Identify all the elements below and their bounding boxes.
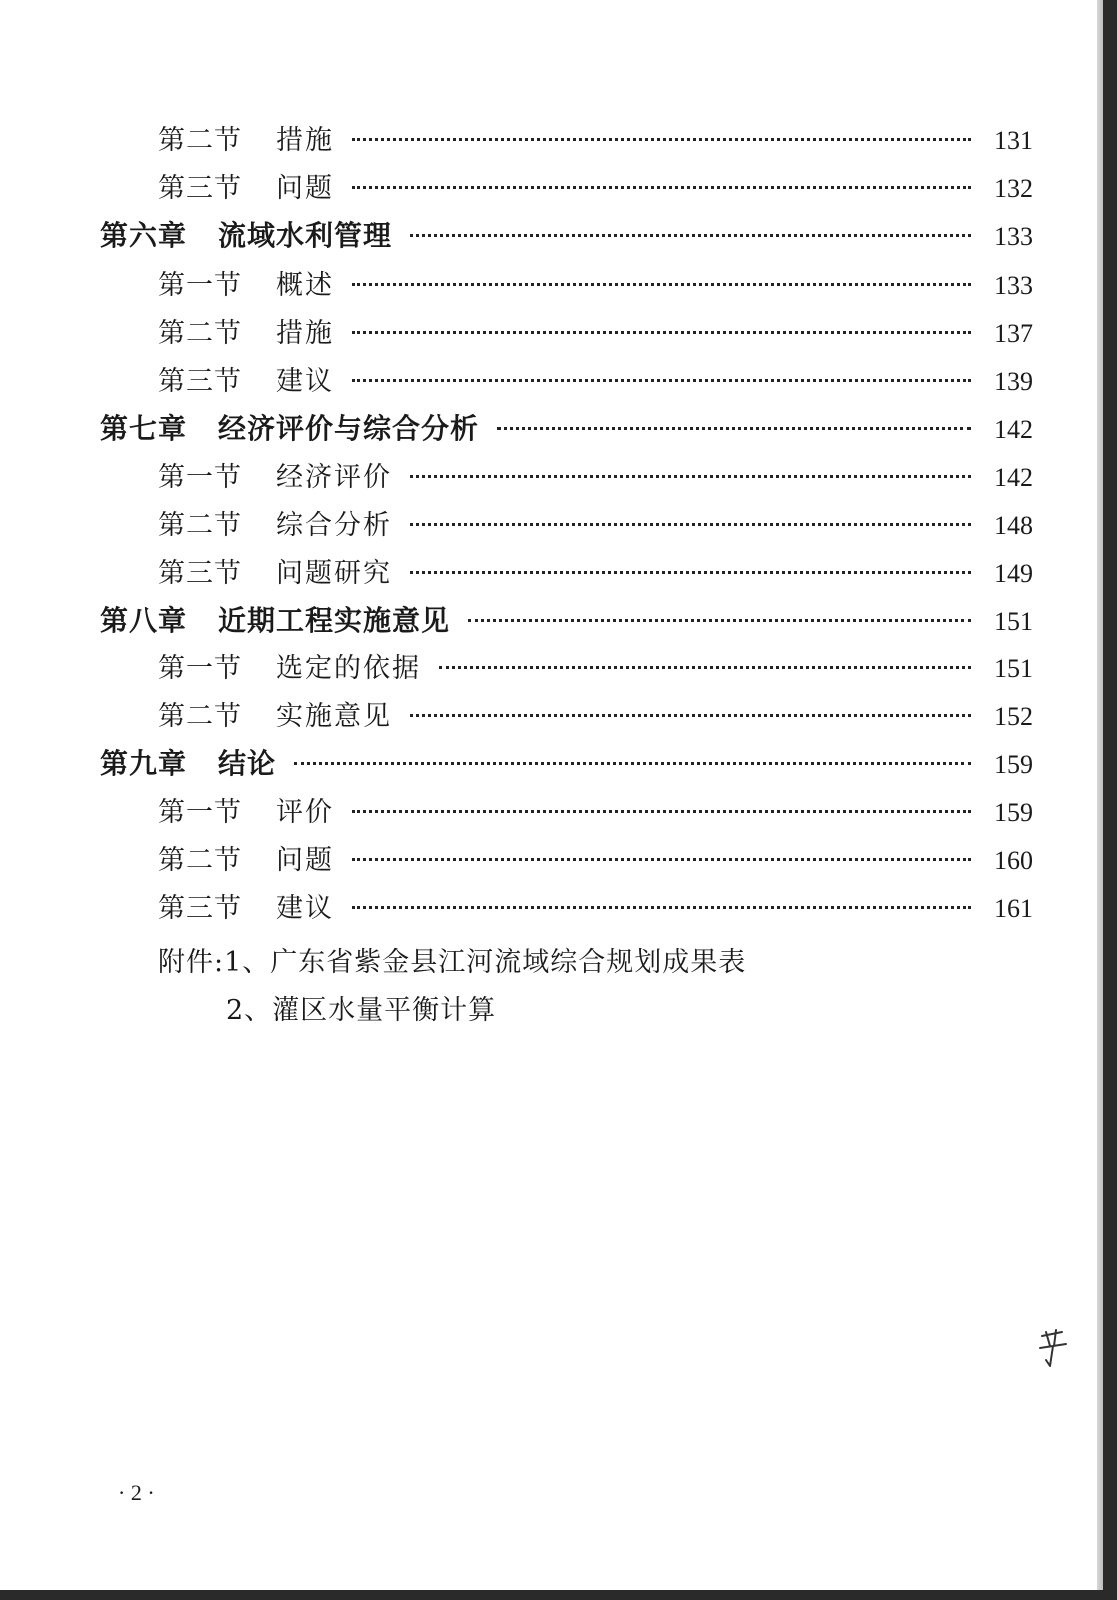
page-ref: 149 bbox=[994, 559, 1033, 588]
section-title: 措施 bbox=[276, 318, 334, 349]
page-ref: 139 bbox=[994, 367, 1033, 396]
section-number: 第二节 bbox=[158, 318, 242, 349]
dot-leader bbox=[410, 523, 971, 526]
chapter-title: 近期工程实施意见 bbox=[218, 604, 451, 637]
toc-section-row bbox=[158, 118, 1033, 158]
section-number: 第三节 bbox=[158, 366, 242, 397]
section-title: 问题研究 bbox=[276, 558, 392, 589]
section-title: 实施意见 bbox=[276, 701, 392, 732]
dot-leader bbox=[468, 619, 971, 622]
section-title: 概述 bbox=[276, 270, 334, 301]
chapter-number: 第七章 bbox=[100, 412, 188, 445]
dot-leader bbox=[410, 475, 971, 478]
section-title: 综合分析 bbox=[276, 510, 392, 541]
toc-chapter-row bbox=[100, 742, 1033, 782]
page-ref: 137 bbox=[994, 319, 1033, 348]
toc-section-row bbox=[158, 838, 1033, 878]
chapter-number: 第八章 bbox=[100, 604, 188, 637]
toc-section-row bbox=[158, 694, 1033, 734]
chapter-title: 流域水利管理 bbox=[218, 219, 393, 252]
dot-leader bbox=[410, 714, 971, 717]
toc-chapter-row bbox=[100, 599, 1033, 639]
dot-leader bbox=[352, 810, 971, 813]
section-number: 第一节 bbox=[158, 270, 242, 301]
page-ref: 151 bbox=[994, 607, 1033, 636]
toc-section-row bbox=[158, 263, 1033, 303]
section-title: 问题 bbox=[276, 845, 334, 876]
dot-leader bbox=[497, 427, 971, 430]
dot-leader bbox=[439, 666, 971, 669]
page-ref: 132 bbox=[994, 174, 1033, 203]
page-ref: 133 bbox=[994, 222, 1033, 251]
page-ref: 142 bbox=[994, 415, 1033, 444]
section-title: 经济评价 bbox=[276, 462, 392, 493]
page-ref: 133 bbox=[994, 271, 1033, 300]
chapter-number: 第六章 bbox=[100, 219, 188, 252]
page-ref: 159 bbox=[994, 750, 1033, 779]
toc-section-row bbox=[158, 646, 1033, 686]
section-number: 第二节 bbox=[158, 845, 242, 876]
page-ref: 161 bbox=[994, 894, 1033, 923]
toc-section-row bbox=[158, 455, 1033, 495]
section-number: 第三节 bbox=[158, 893, 242, 924]
toc-section-row bbox=[158, 551, 1033, 591]
dot-leader bbox=[352, 858, 971, 861]
section-number: 第一节 bbox=[158, 462, 242, 493]
attachment-line-1: 附件:1、广东省紫金县江河流域综合规划成果表 bbox=[158, 947, 747, 978]
section-number: 第二节 bbox=[158, 510, 242, 541]
dot-leader bbox=[352, 379, 971, 382]
chapter-number: 第九章 bbox=[100, 747, 188, 780]
section-number: 第三节 bbox=[158, 558, 242, 589]
toc-chapter-row bbox=[100, 214, 1033, 254]
dot-leader bbox=[352, 186, 971, 189]
toc-section-row bbox=[158, 166, 1033, 206]
page-ref: 151 bbox=[994, 654, 1033, 683]
page-ref: 148 bbox=[994, 511, 1033, 540]
page-ref: 152 bbox=[994, 702, 1033, 731]
section-title: 问题 bbox=[276, 173, 334, 204]
toc-section-row bbox=[158, 503, 1033, 543]
section-number: 第二节 bbox=[158, 125, 242, 156]
toc-section-row bbox=[158, 359, 1033, 399]
section-number: 第一节 bbox=[158, 797, 242, 828]
section-title: 建议 bbox=[276, 366, 334, 397]
page-ref: 159 bbox=[994, 798, 1033, 827]
dot-leader bbox=[410, 571, 971, 574]
toc-section-row bbox=[158, 790, 1033, 830]
page-ref: 160 bbox=[994, 846, 1033, 875]
page-ref: 142 bbox=[994, 463, 1033, 492]
dot-leader bbox=[352, 138, 971, 141]
section-title: 建议 bbox=[276, 893, 334, 924]
chapter-title: 结论 bbox=[218, 747, 277, 780]
section-number: 第一节 bbox=[158, 653, 242, 684]
dot-leader bbox=[352, 906, 971, 909]
section-title: 选定的依据 bbox=[276, 653, 421, 684]
toc-section-row bbox=[158, 886, 1033, 926]
toc-section-row bbox=[158, 311, 1033, 351]
dot-leader bbox=[352, 283, 971, 286]
toc-chapter-row bbox=[100, 407, 1033, 447]
section-number: 第二节 bbox=[158, 701, 242, 732]
page-ref: 131 bbox=[994, 126, 1033, 155]
dot-leader bbox=[294, 762, 971, 765]
section-title: 措施 bbox=[276, 125, 334, 156]
page-number: · 2 · bbox=[118, 1480, 155, 1505]
section-number: 第三节 bbox=[158, 173, 242, 204]
section-title: 评价 bbox=[276, 797, 334, 828]
dot-leader bbox=[352, 331, 971, 334]
handwritten-signature bbox=[1036, 1326, 1072, 1370]
attachment-line-2: 2、灌区水量平衡计算 bbox=[226, 995, 497, 1026]
chapter-title: 经济评价与综合分析 bbox=[218, 412, 480, 445]
scan-edge bbox=[1097, 0, 1103, 1590]
dot-leader bbox=[410, 234, 971, 237]
